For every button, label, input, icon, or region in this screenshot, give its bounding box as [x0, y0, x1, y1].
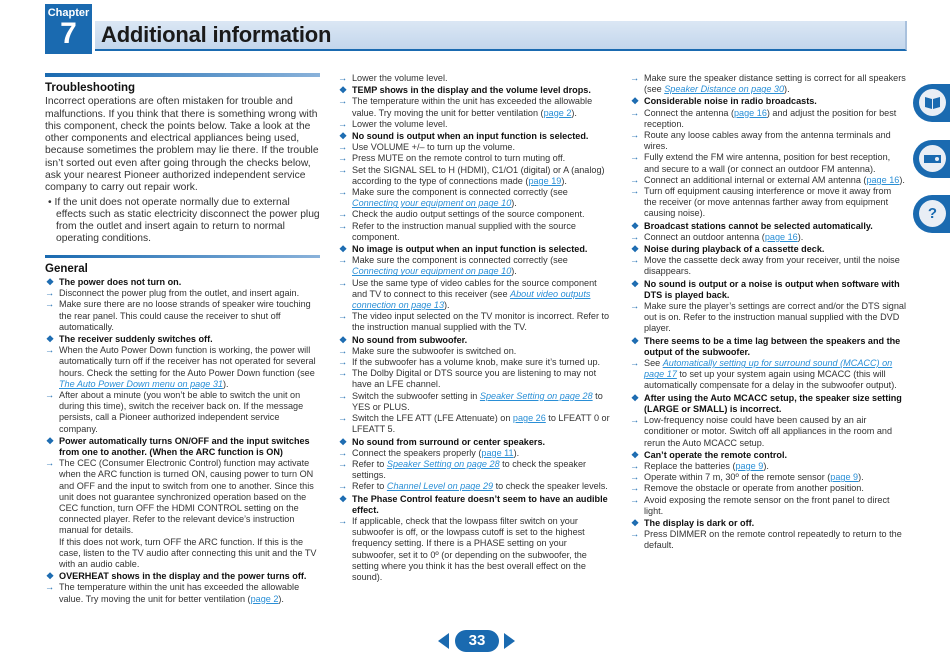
item-text: The Phase Control feature doesn’t seem to have an audible effect.	[352, 493, 608, 515]
item-text-tail: ).	[784, 84, 790, 95]
item-text: Press MUTE on the remote control to turn muting off.	[352, 153, 566, 164]
arrow-icon: →	[630, 73, 640, 83]
item-text-tail: ).	[858, 472, 864, 483]
solution-item	[630, 358, 906, 392]
item-text: Broadcast stations cannot be selected automatically.	[644, 220, 873, 231]
solution-item	[338, 516, 612, 583]
solution-item	[338, 459, 612, 481]
arrow-icon: →	[338, 118, 348, 129]
page-link[interactable]: page 16	[734, 107, 767, 118]
item-text: Refer to	[352, 458, 387, 469]
item-text: Make sure the component is connected correctly (see	[352, 255, 568, 266]
item-text: No image is output when an input function is selected.	[352, 244, 588, 255]
arrow-icon: →	[630, 107, 640, 118]
column-2	[338, 73, 612, 583]
solution-item	[630, 232, 906, 243]
arrow-icon: →	[338, 458, 348, 469]
arrow-icon: →	[630, 186, 640, 197]
item-text: Remove the obstacle or operate from another position.	[644, 483, 864, 494]
diamond-icon: ❖	[631, 335, 640, 346]
chapter-badge	[45, 4, 92, 54]
solution-item	[338, 346, 612, 357]
item-text: If this does not work, turn OFF the ARC function. If this is the case, listen to the TV audio after connecting this unit and the TV with an audio cable.	[59, 536, 317, 570]
item-text: When the Auto Power Down function is working, the power will automatically turn off if the receiver has not operated for several hours. Check the setting for the Auto Power Down function (see	[59, 345, 316, 378]
page-link[interactable]: Connecting your equipment on page 10	[352, 198, 512, 209]
item-text-tail: ).	[899, 174, 905, 185]
problem-heading	[338, 335, 612, 346]
arrow-icon: →	[338, 96, 348, 107]
item-text: No sound is output or a noise is output when software with DTS is played back.	[644, 278, 900, 300]
item-text: The temperature within the unit has exceeded the allowable value. Try moving the unit for better ventilation (	[59, 582, 300, 604]
arrow-icon: →	[338, 187, 348, 198]
item-text: Use VOLUME +/– to turn up the volume.	[352, 142, 516, 153]
arrow-icon: →	[338, 357, 348, 368]
item-text: After about a minute (you won’t be able to switch the unit on during this time), switch the receiver back on. If the message persists, call a Pioneer authorized independent service company.	[59, 390, 304, 434]
solution-item	[630, 175, 906, 186]
solution-item	[630, 186, 906, 220]
item-text: Connect the antenna (	[644, 107, 734, 118]
arrow-icon: →	[630, 415, 640, 426]
diamond-icon: ❖	[631, 392, 640, 403]
solution-item	[45, 390, 320, 435]
troubleshooting-bullet: • If the unit does not operate normally due to external effects such as static electricity disconnect the power plug from the outlet and insert again to return to normal operating conditions.	[48, 196, 320, 245]
item-text: Power automatically turns ON/OFF and the input switches from one to another. (When the ARC function is ON)	[59, 435, 310, 458]
problem-heading	[338, 131, 612, 142]
page-title: Additional information	[101, 22, 332, 47]
item-text: The display is dark or off.	[644, 517, 755, 528]
receiver-icon	[919, 145, 946, 172]
item-text: Make sure the component is connected correctly (see	[352, 187, 568, 198]
item-text: Lower the volume level.	[352, 118, 448, 129]
solution-item	[630, 495, 906, 517]
item-text: No sound is output when an input function is selected.	[352, 131, 589, 142]
page-link[interactable]: page 11	[481, 447, 514, 458]
diamond-icon: ❖	[631, 96, 640, 107]
item-text: Make sure the player’s settings are correct and/or the DTS signal out is on. Refer to the instruction manual supplied with the DVD player.	[644, 301, 906, 334]
solution-item	[45, 299, 320, 333]
solution-item	[630, 152, 906, 174]
title-bar	[95, 21, 907, 51]
page-link[interactable]: Speaker Distance on page 30	[664, 84, 785, 95]
item-text: The video input selected on the TV monitor is incorrect. Refer to the instruction manual supplied with the TV.	[352, 311, 610, 333]
item-text: Refer to	[352, 481, 387, 492]
item-text-tail: ).	[444, 300, 450, 311]
section-rule	[45, 73, 320, 77]
item-text: Make sure the speaker distance setting is correct for all speakers (see	[644, 73, 906, 95]
solution-item	[338, 153, 612, 164]
solution-paragraph	[45, 537, 320, 571]
solution-item	[45, 458, 320, 536]
page-link[interactable]: page 16	[764, 231, 798, 242]
section-rule	[45, 255, 320, 258]
diamond-icon: ❖	[46, 276, 55, 287]
book-icon	[919, 89, 946, 116]
problem-heading	[45, 334, 320, 345]
page-link[interactable]: Automatically setting up for surround sound (MCACC) on page 17	[644, 358, 893, 380]
page-link[interactable]: page 19	[528, 175, 562, 186]
item-text: Operate within 7 m, 30º of the remote sensor (	[644, 472, 831, 483]
item-text-tail: ).	[222, 378, 229, 389]
item-text: Use the same type of video cables for the source component and TV to connect to this receiver (see	[352, 277, 597, 299]
item-text: The receiver suddenly switches off.	[59, 333, 213, 344]
solution-item	[338, 187, 612, 209]
solution-item	[338, 448, 612, 459]
diamond-icon: ❖	[631, 517, 640, 528]
item-text-tail: ).	[571, 107, 577, 118]
page-link[interactable]: page 9	[830, 472, 859, 483]
item-text: Fully extend the FM wire antenna, position for best reception, and secure to a wall (or connect an outdoor FM antenna).	[644, 152, 891, 174]
problem-heading	[338, 437, 612, 448]
problem-heading	[630, 279, 906, 301]
item-text: Connect an outdoor antenna (	[644, 231, 765, 242]
item-text: If applicable, check that the lowpass filter switch on your subwoofer is off, or the lowpass cutoff is set to the highest frequency setting. If there is a PHASE setting on your subwoofer, set it to 0º (or depending on the subwoofer, the setting where you think it has the best overall effect on the sound).	[352, 515, 587, 582]
diamond-icon: ❖	[631, 449, 640, 460]
solution-item	[338, 165, 612, 187]
arrow-icon: →	[338, 447, 348, 458]
troubleshooting-title: Troubleshooting	[45, 82, 136, 94]
problem-heading	[630, 450, 906, 461]
item-text: No sound from surround or center speakers.	[352, 436, 546, 447]
diamond-icon: ❖	[339, 131, 348, 142]
solution-item	[338, 221, 612, 243]
column-3	[630, 73, 906, 552]
item-text: Considerable noise in radio broadcasts.	[644, 96, 817, 107]
item-text: Turn off equipment causing interference or move it away from the receiver (or move antennas farther away from equipment causing noise).	[644, 186, 892, 219]
item-text-tail: ).	[763, 460, 769, 471]
problem-heading	[630, 518, 906, 529]
tab-help[interactable]	[913, 195, 950, 233]
page-link[interactable]: Connecting your equipment on page 10	[352, 266, 512, 277]
arrow-icon: →	[630, 152, 640, 163]
item-text-tail: to set up your system again using MCACC (this will automatically compensate for a delay in the subwoofer output).	[644, 369, 897, 391]
problem-heading	[338, 494, 612, 516]
diamond-icon: ❖	[46, 333, 55, 344]
diamond-icon: ❖	[631, 278, 640, 289]
solution-item	[338, 481, 612, 492]
item-text-tail: ) and adjust the position for best reception.	[644, 107, 897, 129]
item-text: TEMP shows in the display and the volume level drops.	[352, 85, 591, 96]
item-text-tail: ).	[278, 593, 284, 604]
column-1	[45, 73, 320, 605]
arrow-icon: →	[630, 472, 640, 483]
item-text: There seems to be a time lag between the speakers and the output of the subwoofer.	[644, 335, 901, 357]
item-text: Press DIMMER on the remote control repeatedly to return to the default.	[644, 529, 902, 551]
arrow-icon: →	[630, 231, 640, 242]
item-text: Make sure there are no loose strands of speaker wire touching the rear panel. This could cause the receiver to shut off automatically.	[59, 299, 311, 332]
general-list-col1	[45, 277, 320, 605]
item-text: Connect an additional internal or external AM antenna (	[644, 174, 867, 185]
arrow-icon: →	[630, 255, 640, 266]
item-text: The temperature within the unit has exceeded the allowable value. Try moving the unit for better ventilation (	[352, 96, 593, 118]
item-text: Low-frequency noise could have been caused by an air conditioner or motor. Switch off all appliances in the room and rerun the Auto MCACC setup.	[644, 415, 893, 448]
arrow-icon: →	[630, 529, 640, 540]
arrow-icon: →	[45, 288, 55, 299]
problem-heading	[45, 436, 320, 458]
page-navigation	[438, 630, 518, 652]
solution-item	[338, 368, 612, 390]
item-text: Lower the volume level.	[352, 73, 448, 83]
item-text-tail: ).	[511, 198, 517, 209]
general-title: General	[45, 262, 88, 275]
arrow-icon: →	[338, 164, 348, 175]
item-text: Switch the LFE ATT (LFE Attenuate) on	[352, 413, 513, 424]
arrow-icon: →	[338, 209, 348, 220]
page-number: 33	[455, 630, 499, 652]
general-list-col3	[630, 73, 906, 552]
page-link[interactable]: Speaker Setting on page 28	[386, 458, 500, 469]
item-text: Disconnect the power plug from the outlet, and insert again.	[59, 288, 300, 299]
problem-heading	[338, 85, 612, 96]
diamond-icon: ❖	[339, 334, 348, 345]
item-text-tail: to check the speaker settings.	[352, 458, 587, 481]
page-link[interactable]: page 26	[512, 413, 546, 424]
arrow-icon: →	[45, 299, 55, 310]
arrow-icon: →	[338, 277, 348, 288]
problem-heading	[45, 277, 320, 288]
arrow-icon: →	[630, 301, 640, 312]
arrow-icon: →	[630, 460, 640, 471]
item-text: See	[644, 358, 663, 369]
item-text: Switch the subwoofer setting in	[352, 390, 480, 401]
prev-page-icon[interactable]	[438, 633, 449, 649]
item-text-tail: to check the speaker levels.	[493, 481, 608, 492]
solution-item	[630, 415, 906, 449]
item-text: Move the cassette deck away from your receiver, until the noise disappears.	[644, 255, 900, 277]
diamond-icon: ❖	[339, 436, 348, 447]
help-icon: ?	[919, 200, 946, 227]
solution-item	[630, 73, 906, 95]
solution-item	[630, 108, 906, 130]
solution-item	[45, 582, 320, 604]
diamond-icon: ❖	[46, 571, 55, 582]
solution-item	[630, 255, 906, 277]
item-text: No sound from subwoofer.	[352, 334, 468, 345]
solution-item	[338, 357, 612, 368]
arrow-icon: →	[338, 142, 348, 153]
diamond-icon: ❖	[339, 244, 348, 255]
arrow-icon: →	[630, 130, 640, 141]
next-page-icon[interactable]	[504, 633, 515, 649]
item-text: The CEC (Consumer Electronic Control) function may activate when the ARC function is turned ON, causing power to turn ON and OFF and the input to switch from one to another. Since this unit does not guarantee synchronized operation based on the CEC function, turn OFF the HDMI CONTROL setting on the connected player. Refer to the relevant device’s instruction manual for details.	[59, 458, 314, 536]
arrow-icon: →	[45, 390, 55, 400]
solution-item	[338, 278, 612, 312]
solution-item	[338, 209, 612, 220]
solution-item	[338, 413, 612, 435]
arrow-icon: →	[338, 413, 348, 424]
item-text: Set the SIGNAL SEL to H (HDMI), C1/O1 (digital) or A (analog) according to the type of connections made (	[352, 164, 605, 186]
solution-item	[630, 529, 906, 551]
item-text-tail: ).	[561, 175, 567, 186]
diamond-icon: ❖	[631, 244, 640, 255]
solution-item	[338, 311, 612, 333]
diamond-icon: ❖	[339, 493, 348, 504]
diamond-icon: ❖	[631, 220, 640, 231]
arrow-icon: →	[338, 220, 348, 231]
solution-item	[338, 96, 612, 118]
chapter-label: Chapter	[47, 7, 90, 19]
arrow-icon: →	[338, 515, 348, 526]
item-text: OVERHEAT shows in the display and the power turns off.	[59, 571, 307, 582]
troubleshooting-intro: Incorrect operations are often mistaken for trouble and malfunctions. If you think that there is something wrong with this component, check the points below. Take a look at the other components and electrical appliances being used, because sometimes the problem may lie there. If the trouble isn’t sorted out even after going through the checks below, ask your nearest Pioneer authorized independent service company to carry out repair work.	[45, 96, 319, 194]
item-text-tail: ).	[511, 266, 517, 277]
arrow-icon: →	[338, 311, 348, 322]
item-text: Route any loose cables away from the antenna terminals and wires.	[644, 130, 891, 152]
item-text-tail: ).	[513, 447, 520, 458]
page-link[interactable]: page 2	[543, 107, 572, 118]
item-text: Connect the speakers properly (	[352, 447, 482, 458]
tab-contents[interactable]	[913, 84, 950, 122]
item-text: If the subwoofer has a volume knob, make sure it’s turned up.	[352, 357, 601, 368]
general-list-col2	[338, 73, 612, 583]
page-link[interactable]: page 2	[250, 593, 279, 604]
solution-item	[630, 301, 906, 335]
item-text: Replace the batteries (	[644, 460, 736, 471]
item-text: Noise during playback of a cassette deck.	[644, 244, 825, 255]
chapter-number: 7	[60, 17, 77, 50]
solution-item	[630, 472, 906, 483]
solution-item	[45, 288, 320, 299]
problem-heading	[45, 571, 320, 582]
arrow-icon: →	[338, 153, 348, 164]
problem-heading	[630, 96, 906, 107]
solution-item	[338, 142, 612, 153]
item-text: Make sure the subwoofer is switched on.	[352, 345, 517, 356]
page-link[interactable]: The Auto Power Down menu on page 31	[59, 378, 223, 389]
problem-heading	[630, 393, 906, 415]
solution-item	[630, 461, 906, 472]
item-text-tail: ).	[797, 231, 804, 242]
solution-item	[338, 255, 612, 277]
item-text-tail: to LFEATT 0 or LFEATT 5.	[352, 413, 610, 435]
item-text: Check the audio output settings of the source component.	[352, 209, 585, 220]
page-link[interactable]: Speaker Setting on page 28	[479, 390, 593, 401]
arrow-icon: →	[630, 174, 640, 185]
page-link[interactable]: About video outputs connection on page 13	[352, 288, 591, 311]
solution-item	[338, 73, 612, 84]
arrow-icon: →	[338, 345, 348, 356]
arrow-icon: →	[45, 345, 55, 356]
arrow-icon: →	[338, 255, 348, 266]
solution-item	[338, 119, 612, 130]
arrow-icon: →	[630, 494, 640, 505]
problem-heading	[630, 336, 906, 358]
problem-heading	[630, 221, 906, 232]
item-text: The power does not turn on.	[59, 276, 182, 287]
page-link[interactable]: page 16	[866, 174, 900, 185]
page-link[interactable]: Channel Level on page 29	[386, 481, 494, 492]
item-text: After using the Auto MCACC setup, the speaker size setting (LARGE or SMALL) is incorrect.	[644, 392, 902, 414]
tab-receiver[interactable]	[913, 140, 950, 178]
arrow-icon: →	[338, 368, 348, 379]
arrow-icon: →	[338, 481, 348, 492]
problem-heading	[630, 244, 906, 255]
arrow-icon: →	[45, 582, 55, 593]
solution-item	[338, 391, 612, 413]
solution-item	[45, 345, 320, 390]
solution-item	[630, 483, 906, 494]
item-text: Avoid exposing the remote sensor on the front panel to direct light.	[644, 494, 890, 516]
page-link[interactable]: page 9	[735, 460, 764, 471]
problem-heading	[338, 244, 612, 255]
solution-item	[630, 130, 906, 152]
item-text: Can’t operate the remote control.	[644, 449, 787, 460]
item-text: The Dolby Digital or DTS source you are listening to may not have an LFE channel.	[352, 368, 597, 390]
arrow-icon: →	[338, 73, 348, 83]
diamond-icon: ❖	[46, 435, 55, 446]
diamond-icon: ❖	[339, 85, 348, 96]
arrow-icon: →	[45, 458, 55, 469]
item-text-tail: to YES or PLUS.	[352, 390, 603, 412]
arrow-icon: →	[338, 390, 348, 401]
item-text: Refer to the instruction manual supplied with the source component.	[352, 220, 576, 242]
arrow-icon: →	[630, 358, 640, 369]
arrow-icon: →	[630, 483, 640, 494]
